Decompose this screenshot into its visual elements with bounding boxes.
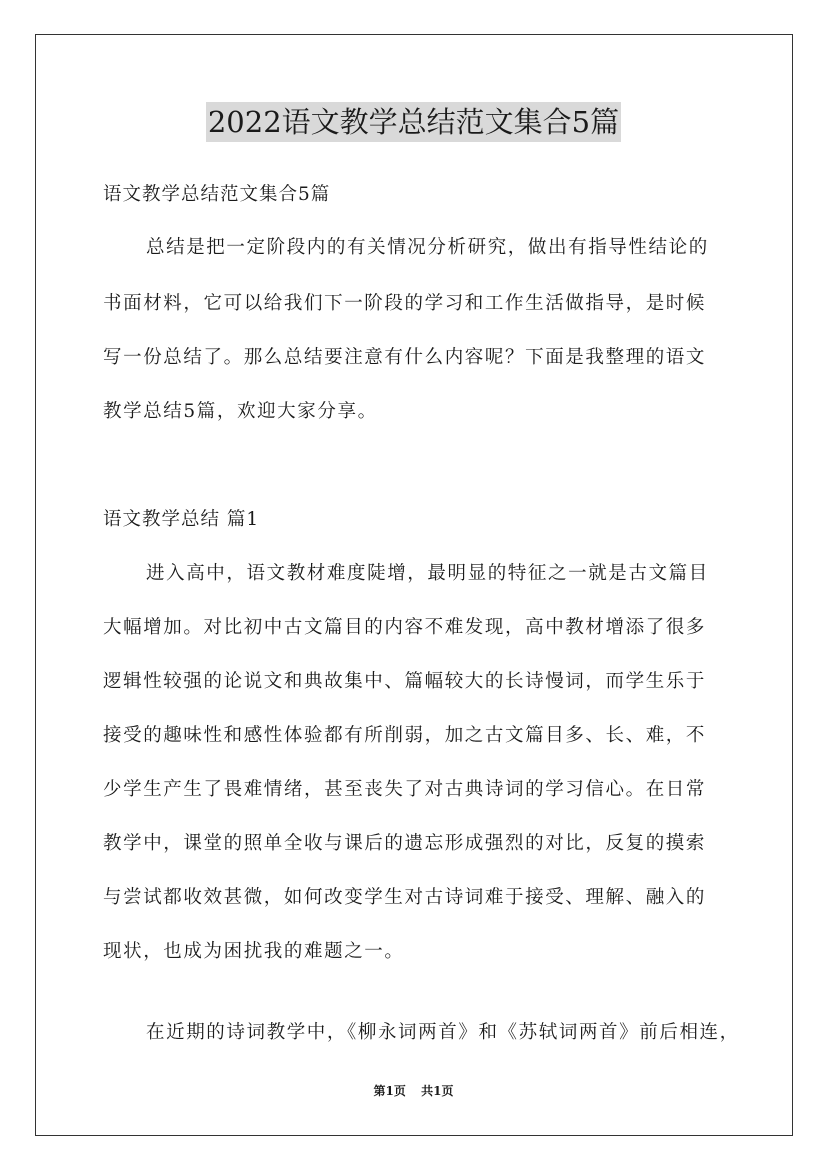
section-line-3: 逻辑性较强的论说文和典故集中、篇幅较大的长诗慢词，而学生乐于 (103, 671, 707, 692)
document-subtitle: 语文教学总结范文集合5篇 (103, 184, 331, 205)
title-container (0, 102, 827, 142)
section-line-6: 教学中，课堂的照单全收与课后的遗忘形成强烈的对比，反复的摸索 (103, 833, 707, 854)
document-title: 2022语文教学总结范文集合5篇 (206, 102, 621, 142)
section-line-2: 大幅增加。对比初中古文篇目的内容不难发现，高中教材增添了很多 (103, 617, 707, 638)
intro-line-2: 书面材料，它可以给我们下一阶段的学习和工作生活做指导，是时候 (103, 293, 707, 314)
page-total: 共1页 (421, 1084, 454, 1098)
section-line-9: 在近期的诗词教学中，《柳永词两首》和《苏轼词两首》前后相连， (146, 1022, 740, 1043)
page-number: 第1页 (373, 1084, 406, 1098)
section-line-7: 与尝试都收效甚微，如何改变学生对古诗词难于接受、理解、融入的 (103, 887, 707, 908)
intro-line-1: 总结是把一定阶段内的有关情况分析研究，做出有指导性结论的 (146, 237, 709, 258)
section-heading: 语文教学总结 篇1 (103, 509, 260, 530)
page-footer (0, 1083, 827, 1099)
intro-line-4: 教学总结5篇，欢迎大家分享。 (103, 401, 378, 422)
section-line-4: 接受的趣味性和感性体验都有所削弱，加之古文篇目多、长、难，不 (103, 725, 707, 746)
section-line-8: 现状，也成为困扰我的难题之一。 (103, 941, 405, 962)
section-line-5: 少学生产生了畏难情绪，甚至丧失了对古典诗词的学习信心。在日常 (103, 779, 707, 800)
intro-line-3: 写一份总结了。那么总结要注意有什么内容呢？下面是我整理的语文 (103, 347, 707, 368)
section-line-1: 进入高中，语文教材难度陡增，最明显的特征之一就是古文篇目 (146, 563, 709, 584)
